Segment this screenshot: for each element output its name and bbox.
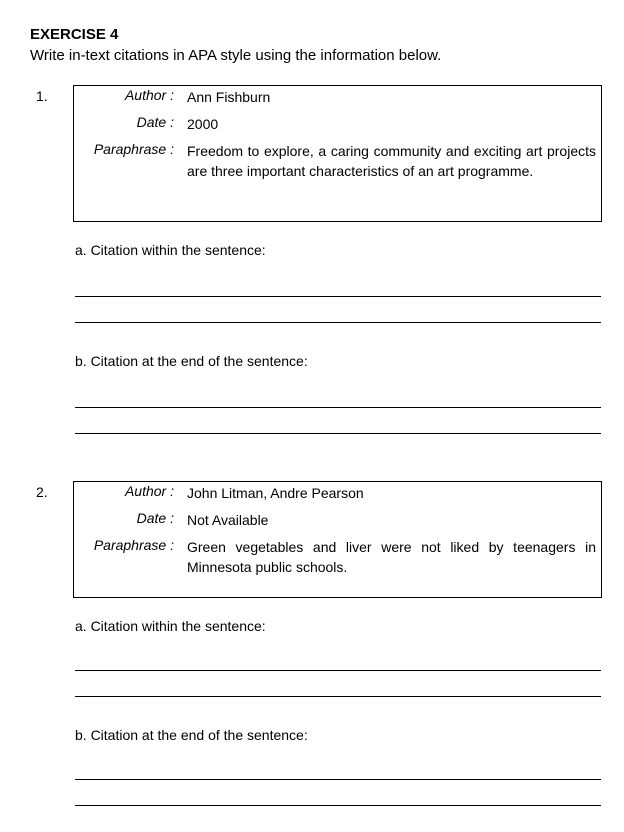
exercise-number: 2. bbox=[36, 484, 48, 500]
exercise-number: 1. bbox=[36, 88, 48, 104]
date-label: Date : bbox=[136, 114, 174, 130]
answer-line[interactable] bbox=[75, 805, 601, 806]
paraphrase-value: Freedom to explore, a caring community and exciting art projects are three important characteristics of an art programme. bbox=[187, 143, 596, 179]
prompt-within-sentence: a. Citation within the sentence: bbox=[75, 618, 266, 634]
answer-line[interactable] bbox=[75, 670, 601, 671]
paraphrase-value: Green vegetables and liver were not liked by teenagers in Minnesota public schools. bbox=[187, 539, 596, 575]
instruction-text: Write in-text citations in APA style using the information below. bbox=[30, 47, 442, 64]
answer-line[interactable] bbox=[75, 296, 601, 297]
answer-line[interactable] bbox=[75, 696, 601, 697]
date-value: Not Available bbox=[187, 512, 269, 528]
paraphrase-label: Paraphrase : bbox=[93, 537, 174, 553]
author-label: Author : bbox=[124, 483, 174, 499]
author-value: John Litman, Andre Pearson bbox=[187, 485, 364, 501]
citation-info-box bbox=[73, 85, 602, 222]
answer-line[interactable] bbox=[75, 322, 601, 323]
answer-line[interactable] bbox=[75, 433, 601, 434]
author-value: Ann Fishburn bbox=[187, 89, 271, 105]
paraphrase-label: Paraphrase : bbox=[93, 141, 174, 157]
prompt-end-of-sentence: b. Citation at the end of the sentence: bbox=[75, 727, 308, 743]
exercise-title: EXERCISE 4 bbox=[30, 26, 119, 43]
author-label: Author : bbox=[124, 87, 174, 103]
answer-line[interactable] bbox=[75, 779, 601, 780]
date-label: Date : bbox=[136, 510, 174, 526]
answer-line[interactable] bbox=[75, 407, 601, 408]
citation-info-box bbox=[73, 481, 602, 598]
prompt-within-sentence: a. Citation within the sentence: bbox=[75, 242, 266, 258]
date-value: 2000 bbox=[187, 116, 219, 132]
prompt-end-of-sentence: b. Citation at the end of the sentence: bbox=[75, 353, 308, 369]
